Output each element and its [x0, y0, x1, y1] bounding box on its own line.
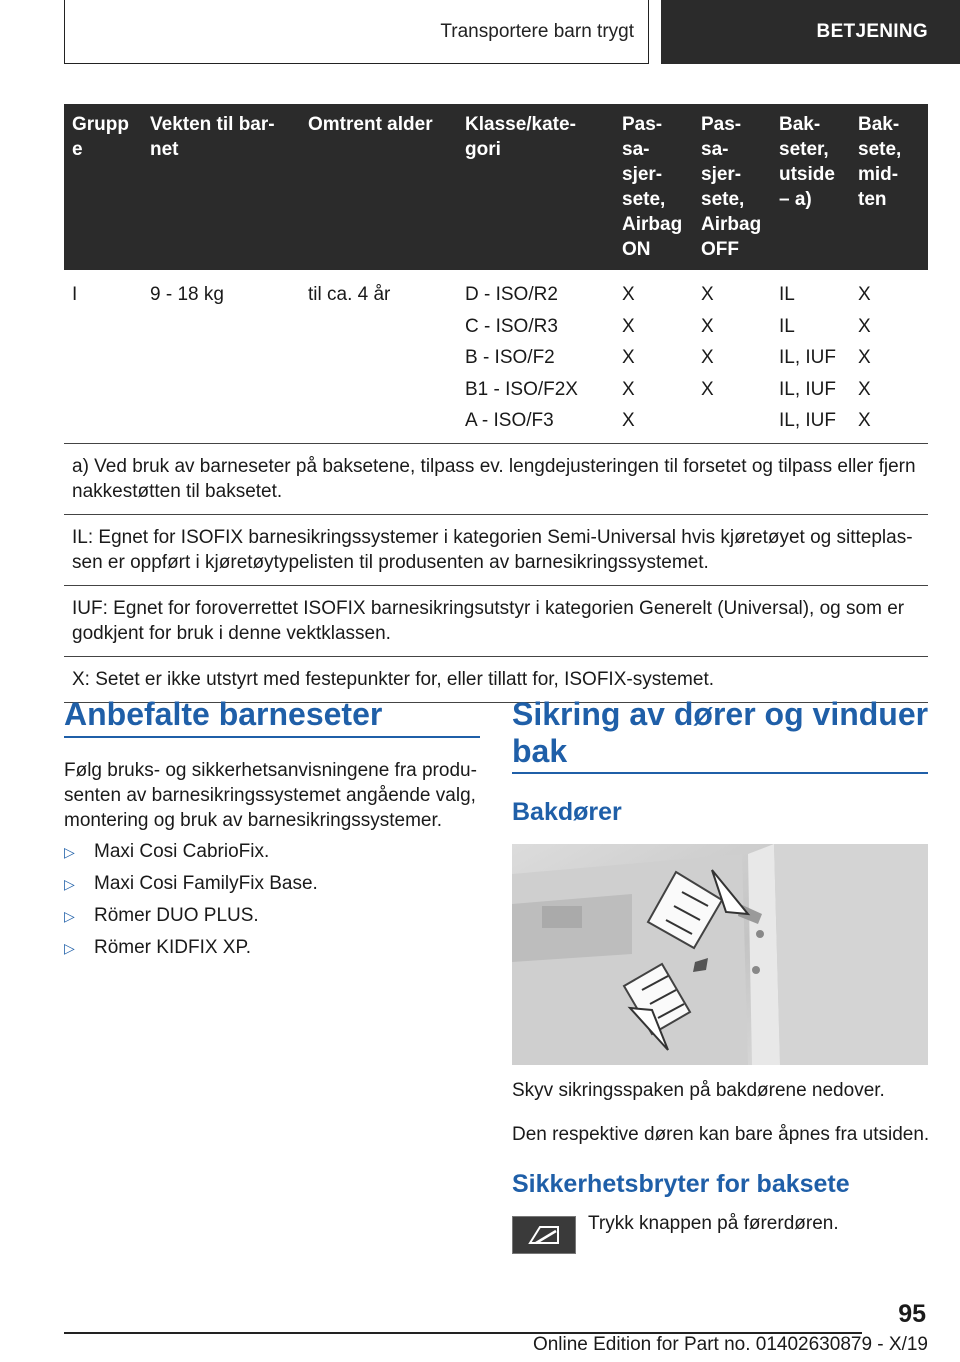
note-il: IL: Egnet for ISOFIX barnesikringssystemer i kategorien Semi-Universal hvis kjøretøyet og sitteplas-sen er oppført i kjøretøytypelisten til produsenten av barnesikringssystemet. [64, 514, 928, 585]
page-number: 95 [898, 1300, 926, 1328]
cell-value: X [622, 410, 635, 431]
cell-age: til ca. 4 år [300, 270, 457, 443]
table-row [64, 270, 928, 443]
instruction-press-button: Trykk knappen på førerdøren. [588, 1213, 839, 1234]
cell-value: B1 - ISO/F2X [465, 378, 578, 400]
cell-airbag-on [614, 270, 693, 443]
cell-value: X [701, 284, 714, 305]
table-note-row [64, 514, 928, 585]
table-header-cell: Omtrent alder [300, 104, 457, 270]
table-header-cell: Bak- seter, utside – a) [771, 104, 850, 270]
cell-value: IL [779, 315, 795, 337]
subtitle-safety-switch: Sikkerhetsbryter for baksete [512, 1170, 850, 1198]
cell-value: B - ISO/F2 [465, 347, 555, 368]
chapter-header [64, 0, 649, 64]
cell-group: I [64, 270, 142, 443]
triangle-bullet-icon: ▷ [64, 843, 75, 860]
note-a: a) Ved bruk av barneseter på baksetene, tilpass ev. lengdejusteringen til forsetet og tilpass eller fjern nakkestøtten til baksetet. [64, 443, 928, 514]
section-title-door-locks: Sikring av dører og vinduer bak [512, 696, 929, 769]
table-header-cell: Vekten til bar- net [142, 104, 300, 270]
cell-value: X [622, 284, 635, 305]
cell-value: IL, IUF [779, 410, 837, 431]
cell-classes [457, 270, 614, 443]
section-title-recommended-seats: Anbefalte barneseter [64, 696, 383, 732]
cell-value: X [858, 284, 871, 305]
section-tab [661, 0, 960, 64]
list-item: ▷ Römer DUO PLUS. [64, 905, 259, 926]
cell-value: X [858, 347, 871, 368]
chapter-title: Transportere barn trygt [440, 20, 634, 42]
cell-weight: 9 - 18 kg [142, 270, 300, 443]
cell-value: X [858, 315, 871, 337]
cell-rear-middle [850, 270, 928, 443]
cell-value: X [858, 410, 871, 431]
cell-value [701, 405, 765, 437]
cell-value: IL [779, 284, 795, 305]
triangle-bullet-icon: ▷ [64, 875, 75, 892]
rear-door-lock-photo [512, 844, 928, 1065]
table-header-cell: Bak- sete, mid- ten [850, 104, 928, 270]
subtitle-rear-doors: Bakdører [512, 798, 622, 826]
cell-value: IL, IUF [779, 378, 837, 400]
note-iuf: IUF: Egnet for foroverrettet ISOFIX barnesikringsutstyr i kategorien Generelt (Universal), og som er godkjent for bruk i denne vektklassen. [64, 585, 928, 656]
window-lock-icon [526, 1223, 562, 1247]
cell-value: X [622, 347, 635, 368]
cell-value: X [622, 378, 635, 400]
list-item: ▷ Römer KIDFIX XP. [64, 937, 251, 958]
table-header-cell: Grupp e [64, 104, 142, 270]
triangle-bullet-icon: ▷ [64, 907, 75, 924]
section-rule [64, 736, 480, 738]
seat-list [64, 836, 484, 964]
footer-edition: Online Edition for Part no. 01402630879 - X/19 [532, 1334, 928, 1355]
cell-airbag-off [693, 270, 771, 443]
cell-value: A - ISO/F3 [465, 410, 554, 431]
table-note-row [64, 585, 928, 656]
window-lock-button-icon [512, 1216, 576, 1254]
cell-value: X [701, 347, 714, 368]
triangle-bullet-icon: ▷ [64, 939, 75, 956]
cell-value: X [622, 315, 635, 337]
section-title: BETJENING [816, 21, 928, 42]
cell-value: X [858, 378, 871, 400]
cell-rear-outer [771, 270, 850, 443]
section-rule [512, 772, 928, 774]
instruction-door-open: Den respektive døren kan bare åpnes fra utsiden. [512, 1124, 930, 1145]
table-note-row [64, 443, 928, 514]
child-seat-table [64, 104, 928, 703]
instruction-slide-lever: Skyv sikringsspaken på bakdørene nedover. [512, 1080, 885, 1101]
intro-paragraph: Følg bruks- og sikkerhetsanvisningene fra produ-senten av barnesikringssystemet angående valg, montering og bruk av barnesikringssystemer. [64, 760, 477, 831]
list-item: ▷ Maxi Cosi CabrioFix. [64, 841, 270, 862]
cell-value: C - ISO/R3 [465, 315, 558, 337]
note-x: X: Setet er ikke utstyrt med festepunkter for, eller tillatt for, ISOFIX-systemet. [64, 656, 928, 702]
cell-value: X [701, 315, 714, 337]
list-item: ▷ Maxi Cosi FamilyFix Base. [64, 873, 318, 894]
cell-value: X [701, 378, 714, 400]
cell-value: IL, IUF [779, 347, 837, 368]
table-header-cell: Pas- sa- sjer- sete, Airbag OFF [693, 104, 771, 270]
table-header-cell: Klasse/kate- gori [457, 104, 614, 270]
table-header-row [64, 104, 928, 270]
cell-value: D - ISO/R2 [465, 284, 558, 305]
table-header-cell: Pas- sa- sjer- sete, Airbag ON [614, 104, 693, 270]
